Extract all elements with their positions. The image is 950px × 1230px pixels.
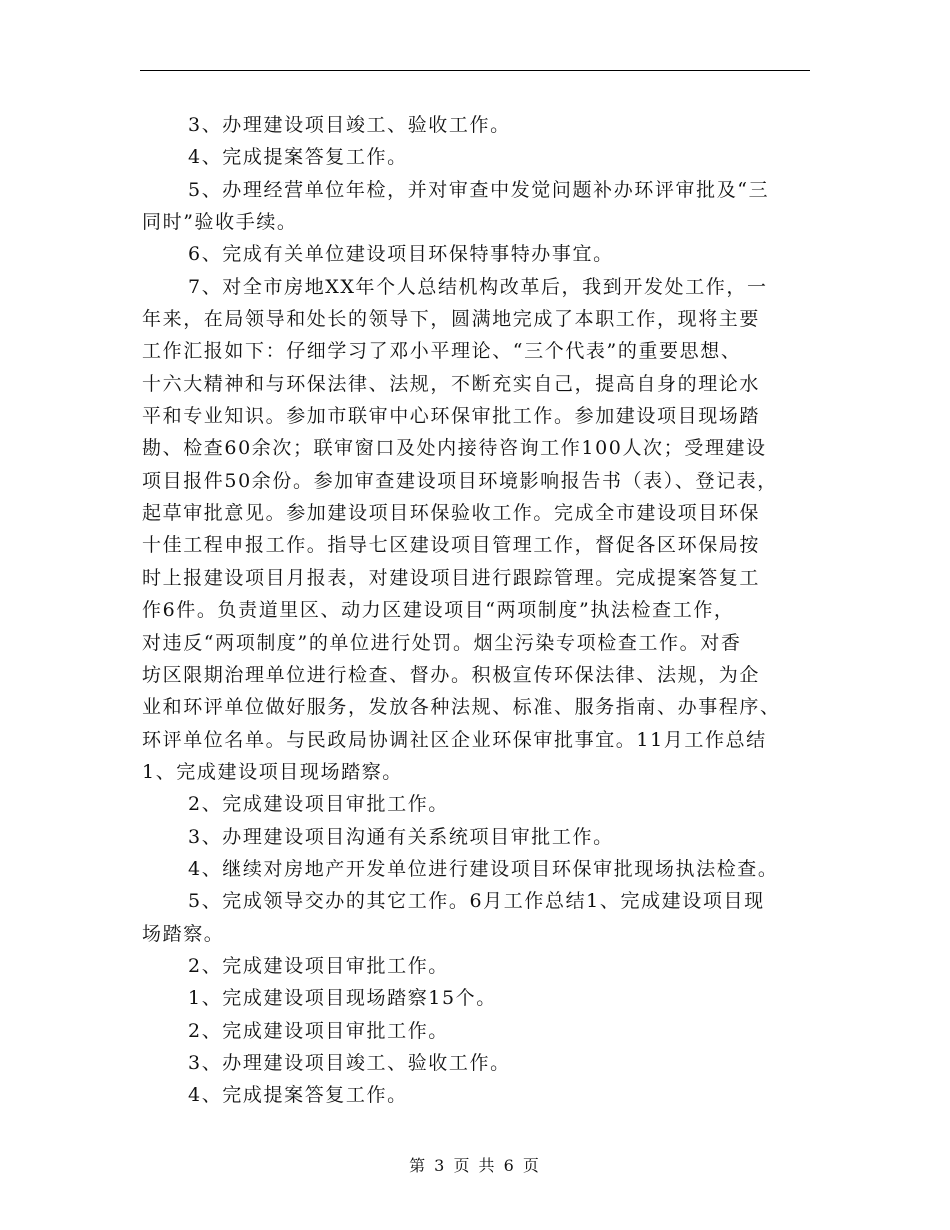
text-line: 2、完成建设项目审批工作。 bbox=[188, 793, 449, 816]
text-line: 工作汇报如下：仔细学习了邓小平理论、“三个代表”的重要思想、 bbox=[142, 340, 742, 363]
page-footer: 第 3 页 共 6 页 bbox=[409, 1156, 541, 1175]
text-line: 3、办理建设项目沟通有关系统项目审批工作。 bbox=[188, 825, 614, 848]
body-text bbox=[142, 109, 810, 1112]
text-line: 对违反“两项制度”的单位进行处罚。烟尘污染专项检查工作。对香 bbox=[142, 631, 742, 654]
text-line: 同时”验收手续。 bbox=[142, 211, 298, 234]
text-line: 3、办理建设项目竣工、验收工作。 bbox=[188, 114, 511, 136]
text-line: 4、完成提案答复工作。 bbox=[188, 146, 408, 169]
text-line: 业和环评单位做好服务，发放各种法规、标准、服务指南、办事程序、 bbox=[142, 696, 781, 719]
text-line: 环评单位名单。与民政局协调社区企业环保审批事宜。11月工作总结 bbox=[142, 728, 767, 751]
text-line: 4、继续对房地产开发单位进行建设项目环保审批现场执法检查。 bbox=[188, 857, 779, 880]
text-line: 2、完成建设项目审批工作。 bbox=[188, 1019, 449, 1042]
text-line: 2、完成建设项目审批工作。 bbox=[188, 954, 449, 977]
text-line: 时上报建设项目月报表，对建设项目进行跟踪管理。完成提案答复工 bbox=[142, 566, 761, 589]
text-line: 起草审批意见。参加建设项目环保验收工作。完成全市建设项目环保 bbox=[142, 502, 761, 525]
text-line: 5、办理经营单位年检，并对审查中发觉问题补办环评审批及“三 bbox=[188, 178, 770, 201]
text-line: 十六大精神和与环保法律、法规，不断充实自己，提高自身的理论水 bbox=[142, 372, 761, 395]
text-line: 4、完成提案答复工作。 bbox=[188, 1084, 408, 1107]
text-line: 项目报件50余份。参加审查建设项目环境影响报告书（表）、登记表， bbox=[142, 469, 778, 492]
header-rule bbox=[140, 70, 810, 71]
text-line: 年来，在局领导和处长的领导下，圆满地完成了本职工作，现将主要 bbox=[142, 308, 761, 331]
text-line: 平和专业知识。参加市联审中心环保审批工作。参加建设项目现场踏 bbox=[142, 405, 761, 428]
text-line: 十佳工程申报工作。指导七区建设项目管理工作，督促各区环保局按 bbox=[142, 534, 761, 557]
text-line: 7、对全市房地XX年个人总结机构改革后，我到开发处工作，一 bbox=[188, 275, 768, 298]
text-line: 3、办理建设项目竣工、验收工作。 bbox=[188, 1051, 511, 1074]
text-line: 作6件。负责道里区、动力区建设项目“两项制度”执法检查工作， bbox=[142, 599, 735, 622]
text-line: 1、完成建设项目现场踏察。 bbox=[142, 760, 403, 783]
text-line: 勘、检查60余次；联审窗口及处内接待咨询工作100人次；受理建设 bbox=[142, 437, 767, 460]
text-line: 5、完成领导交办的其它工作。6月工作总结1、完成建设项目现 bbox=[188, 890, 765, 913]
text-line: 1、完成建设项目现场踏察15个。 bbox=[188, 987, 497, 1010]
text-line: 场踏察。 bbox=[142, 922, 225, 945]
text-line: 6、完成有关单位建设项目环保特事特办事宜。 bbox=[188, 243, 614, 266]
text-line: 坊区限期治理单位进行检查、督办。积极宣传环保法律、法规，为企 bbox=[142, 663, 761, 686]
